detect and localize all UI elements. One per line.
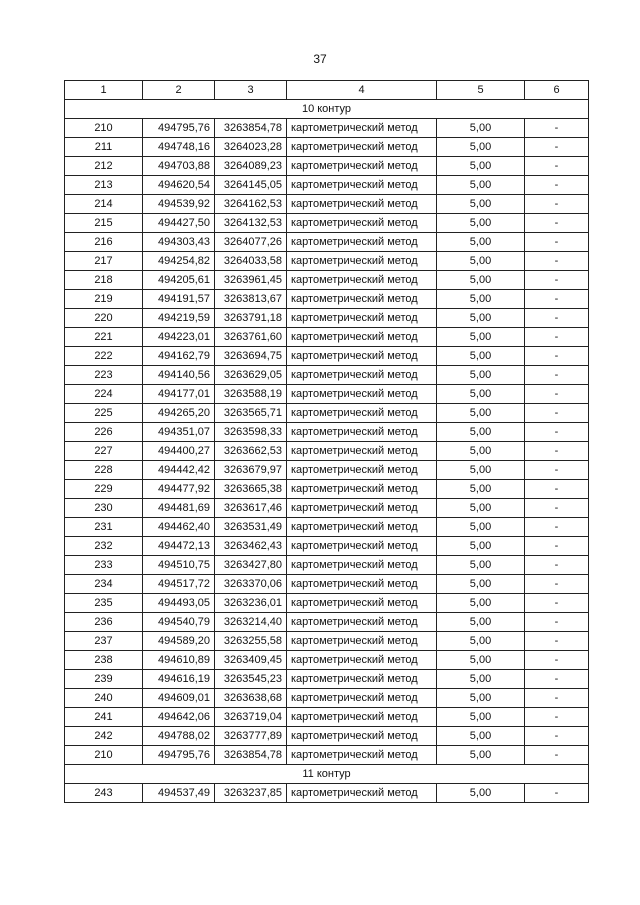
accuracy-cell: 5,00: [437, 157, 525, 176]
table-row: [65, 119, 589, 138]
method-cell: картометрический метод: [287, 176, 437, 195]
section-title: 10 контур: [65, 100, 589, 119]
point-number-cell: 226: [65, 423, 143, 442]
section-header-row: [65, 765, 589, 784]
page-number: 37: [313, 52, 327, 66]
point-number-cell: 224: [65, 385, 143, 404]
point-number-cell: 212: [65, 157, 143, 176]
description-cell: -: [525, 670, 589, 689]
description-cell: -: [525, 290, 589, 309]
point-number-cell: 233: [65, 556, 143, 575]
table-row: [65, 423, 589, 442]
description-cell: -: [525, 347, 589, 366]
y-coordinate-cell: 3264033,58: [215, 252, 287, 271]
x-coordinate-cell: 494265,20: [143, 404, 215, 423]
x-coordinate-cell: 494400,27: [143, 442, 215, 461]
table-row: [65, 784, 589, 803]
point-number-cell: 216: [65, 233, 143, 252]
description-cell: -: [525, 157, 589, 176]
description-cell: -: [525, 138, 589, 157]
y-coordinate-cell: 3263427,80: [215, 556, 287, 575]
point-number-cell: 237: [65, 632, 143, 651]
y-coordinate-cell: 3264162,53: [215, 195, 287, 214]
y-coordinate-cell: 3263237,85: [215, 784, 287, 803]
y-coordinate-cell: 3263813,67: [215, 290, 287, 309]
y-coordinate-cell: 3263694,75: [215, 347, 287, 366]
method-cell: картометрический метод: [287, 480, 437, 499]
x-coordinate-cell: 494223,01: [143, 328, 215, 347]
method-cell: картометрический метод: [287, 689, 437, 708]
table-row: [65, 518, 589, 537]
y-coordinate-cell: 3263588,19: [215, 385, 287, 404]
y-coordinate-cell: 3264132,53: [215, 214, 287, 233]
accuracy-cell: 5,00: [437, 727, 525, 746]
table-row: [65, 480, 589, 499]
point-number-cell: 227: [65, 442, 143, 461]
accuracy-cell: 5,00: [437, 651, 525, 670]
point-number-cell: 215: [65, 214, 143, 233]
x-coordinate-cell: 494477,92: [143, 480, 215, 499]
y-coordinate-cell: 3263761,60: [215, 328, 287, 347]
y-coordinate-cell: 3263854,78: [215, 119, 287, 138]
description-cell: -: [525, 480, 589, 499]
method-cell: картометрический метод: [287, 556, 437, 575]
description-cell: -: [525, 233, 589, 252]
point-number-cell: 218: [65, 271, 143, 290]
method-cell: картометрический метод: [287, 347, 437, 366]
table-row: [65, 252, 589, 271]
description-cell: -: [525, 689, 589, 708]
point-number-cell: 238: [65, 651, 143, 670]
x-coordinate-cell: 494748,16: [143, 138, 215, 157]
method-cell: картометрический метод: [287, 138, 437, 157]
y-coordinate-cell: 3263665,38: [215, 480, 287, 499]
x-coordinate-cell: 494442,42: [143, 461, 215, 480]
point-number-cell: 213: [65, 176, 143, 195]
y-coordinate-cell: 3263679,97: [215, 461, 287, 480]
table-row: [65, 613, 589, 632]
description-cell: -: [525, 195, 589, 214]
accuracy-cell: 5,00: [437, 195, 525, 214]
method-cell: картометрический метод: [287, 328, 437, 347]
x-coordinate-cell: 494609,01: [143, 689, 215, 708]
x-coordinate-cell: 494642,06: [143, 708, 215, 727]
description-cell: -: [525, 461, 589, 480]
y-coordinate-cell: 3264145,05: [215, 176, 287, 195]
y-coordinate-cell: 3264023,28: [215, 138, 287, 157]
x-coordinate-cell: 494620,54: [143, 176, 215, 195]
table-row: [65, 708, 589, 727]
column-header: 6: [525, 81, 589, 100]
x-coordinate-cell: 494616,19: [143, 670, 215, 689]
point-number-cell: 223: [65, 366, 143, 385]
column-header: 5: [437, 81, 525, 100]
point-number-cell: 221: [65, 328, 143, 347]
y-coordinate-cell: 3263565,71: [215, 404, 287, 423]
description-cell: -: [525, 556, 589, 575]
method-cell: картометрический метод: [287, 366, 437, 385]
column-header: 1: [65, 81, 143, 100]
method-cell: картометрический метод: [287, 651, 437, 670]
method-cell: картометрический метод: [287, 442, 437, 461]
table-body: [65, 100, 589, 803]
x-coordinate-cell: 494589,20: [143, 632, 215, 651]
accuracy-cell: 5,00: [437, 746, 525, 765]
method-cell: картометрический метод: [287, 708, 437, 727]
x-coordinate-cell: 494205,61: [143, 271, 215, 290]
point-number-cell: 236: [65, 613, 143, 632]
section-title: 11 контур: [65, 765, 589, 784]
description-cell: -: [525, 518, 589, 537]
accuracy-cell: 5,00: [437, 518, 525, 537]
point-number-cell: 214: [65, 195, 143, 214]
accuracy-cell: 5,00: [437, 271, 525, 290]
description-cell: -: [525, 632, 589, 651]
table-row: [65, 290, 589, 309]
table-row: [65, 556, 589, 575]
x-coordinate-cell: 494493,05: [143, 594, 215, 613]
y-coordinate-cell: 3263598,33: [215, 423, 287, 442]
x-coordinate-cell: 494510,75: [143, 556, 215, 575]
coordinates-table: [64, 80, 589, 803]
description-cell: -: [525, 784, 589, 803]
accuracy-cell: 5,00: [437, 670, 525, 689]
y-coordinate-cell: 3263462,43: [215, 537, 287, 556]
y-coordinate-cell: 3264089,23: [215, 157, 287, 176]
accuracy-cell: 5,00: [437, 708, 525, 727]
description-cell: -: [525, 442, 589, 461]
x-coordinate-cell: 494517,72: [143, 575, 215, 594]
table-row: [65, 157, 589, 176]
x-coordinate-cell: 494219,59: [143, 309, 215, 328]
method-cell: картометрический метод: [287, 518, 437, 537]
x-coordinate-cell: 494462,40: [143, 518, 215, 537]
x-coordinate-cell: 494539,92: [143, 195, 215, 214]
y-coordinate-cell: 3263854,78: [215, 746, 287, 765]
y-coordinate-cell: 3263545,23: [215, 670, 287, 689]
y-coordinate-cell: 3263719,04: [215, 708, 287, 727]
y-coordinate-cell: 3263214,40: [215, 613, 287, 632]
x-coordinate-cell: 494427,50: [143, 214, 215, 233]
table-row: [65, 746, 589, 765]
accuracy-cell: 5,00: [437, 480, 525, 499]
accuracy-cell: 5,00: [437, 347, 525, 366]
x-coordinate-cell: 494162,79: [143, 347, 215, 366]
accuracy-cell: 5,00: [437, 689, 525, 708]
description-cell: -: [525, 575, 589, 594]
x-coordinate-cell: 494795,76: [143, 746, 215, 765]
description-cell: -: [525, 328, 589, 347]
accuracy-cell: 5,00: [437, 499, 525, 518]
method-cell: картометрический метод: [287, 670, 437, 689]
point-number-cell: 231: [65, 518, 143, 537]
description-cell: -: [525, 613, 589, 632]
x-coordinate-cell: 494537,49: [143, 784, 215, 803]
accuracy-cell: 5,00: [437, 442, 525, 461]
accuracy-cell: 5,00: [437, 252, 525, 271]
accuracy-cell: 5,00: [437, 366, 525, 385]
accuracy-cell: 5,00: [437, 594, 525, 613]
y-coordinate-cell: 3263961,45: [215, 271, 287, 290]
method-cell: картометрический метод: [287, 271, 437, 290]
accuracy-cell: 5,00: [437, 233, 525, 252]
description-cell: -: [525, 537, 589, 556]
accuracy-cell: 5,00: [437, 575, 525, 594]
x-coordinate-cell: 494540,79: [143, 613, 215, 632]
method-cell: картометрический метод: [287, 784, 437, 803]
table-row: [65, 271, 589, 290]
description-cell: -: [525, 385, 589, 404]
table-row: [65, 366, 589, 385]
point-number-cell: 232: [65, 537, 143, 556]
table-row: [65, 195, 589, 214]
method-cell: картометрический метод: [287, 461, 437, 480]
accuracy-cell: 5,00: [437, 537, 525, 556]
description-cell: -: [525, 366, 589, 385]
description-cell: -: [525, 119, 589, 138]
table-row: [65, 651, 589, 670]
accuracy-cell: 5,00: [437, 138, 525, 157]
accuracy-cell: 5,00: [437, 784, 525, 803]
y-coordinate-cell: 3263531,49: [215, 518, 287, 537]
method-cell: картометрический метод: [287, 632, 437, 651]
point-number-cell: 220: [65, 309, 143, 328]
x-coordinate-cell: 494351,07: [143, 423, 215, 442]
x-coordinate-cell: 494177,01: [143, 385, 215, 404]
column-header: 2: [143, 81, 215, 100]
accuracy-cell: 5,00: [437, 290, 525, 309]
x-coordinate-cell: 494254,82: [143, 252, 215, 271]
description-cell: -: [525, 423, 589, 442]
method-cell: картометрический метод: [287, 252, 437, 271]
point-number-cell: 228: [65, 461, 143, 480]
accuracy-cell: 5,00: [437, 423, 525, 442]
column-header: 4: [287, 81, 437, 100]
accuracy-cell: 5,00: [437, 632, 525, 651]
description-cell: -: [525, 309, 589, 328]
point-number-cell: 243: [65, 784, 143, 803]
description-cell: -: [525, 651, 589, 670]
point-number-cell: 225: [65, 404, 143, 423]
column-header: 3: [215, 81, 287, 100]
method-cell: картометрический метод: [287, 746, 437, 765]
table-row: [65, 138, 589, 157]
accuracy-cell: 5,00: [437, 214, 525, 233]
table-row: [65, 309, 589, 328]
description-cell: -: [525, 727, 589, 746]
point-number-cell: 219: [65, 290, 143, 309]
y-coordinate-cell: 3263370,06: [215, 575, 287, 594]
accuracy-cell: 5,00: [437, 176, 525, 195]
table-row: [65, 328, 589, 347]
table-row: [65, 727, 589, 746]
table-row: [65, 461, 589, 480]
method-cell: картометрический метод: [287, 385, 437, 404]
accuracy-cell: 5,00: [437, 556, 525, 575]
point-number-cell: 230: [65, 499, 143, 518]
description-cell: -: [525, 271, 589, 290]
y-coordinate-cell: 3263236,01: [215, 594, 287, 613]
description-cell: -: [525, 252, 589, 271]
x-coordinate-cell: 494795,76: [143, 119, 215, 138]
y-coordinate-cell: 3263777,89: [215, 727, 287, 746]
table-row: [65, 499, 589, 518]
x-coordinate-cell: 494788,02: [143, 727, 215, 746]
point-number-cell: 234: [65, 575, 143, 594]
table-row: [65, 594, 589, 613]
table-row: [65, 442, 589, 461]
point-number-cell: 217: [65, 252, 143, 271]
section-header-row: [65, 100, 589, 119]
table-row: [65, 689, 589, 708]
x-coordinate-cell: 494140,56: [143, 366, 215, 385]
accuracy-cell: 5,00: [437, 613, 525, 632]
point-number-cell: 222: [65, 347, 143, 366]
description-cell: -: [525, 746, 589, 765]
point-number-cell: 210: [65, 746, 143, 765]
x-coordinate-cell: 494703,88: [143, 157, 215, 176]
method-cell: картометрический метод: [287, 119, 437, 138]
accuracy-cell: 5,00: [437, 404, 525, 423]
y-coordinate-cell: 3263617,46: [215, 499, 287, 518]
table-row: [65, 214, 589, 233]
y-coordinate-cell: 3263791,18: [215, 309, 287, 328]
table-row: [65, 385, 589, 404]
y-coordinate-cell: 3263629,05: [215, 366, 287, 385]
y-coordinate-cell: 3263638,68: [215, 689, 287, 708]
point-number-cell: 242: [65, 727, 143, 746]
x-coordinate-cell: 494191,57: [143, 290, 215, 309]
point-number-cell: 240: [65, 689, 143, 708]
table-row: [65, 176, 589, 195]
method-cell: картометрический метод: [287, 423, 437, 442]
accuracy-cell: 5,00: [437, 385, 525, 404]
accuracy-cell: 5,00: [437, 119, 525, 138]
accuracy-cell: 5,00: [437, 461, 525, 480]
table-row: [65, 404, 589, 423]
method-cell: картометрический метод: [287, 613, 437, 632]
table-header-row: [65, 81, 589, 100]
y-coordinate-cell: 3263409,45: [215, 651, 287, 670]
x-coordinate-cell: 494472,13: [143, 537, 215, 556]
table-row: [65, 670, 589, 689]
y-coordinate-cell: 3263662,53: [215, 442, 287, 461]
table-row: [65, 632, 589, 651]
description-cell: -: [525, 499, 589, 518]
method-cell: картометрический метод: [287, 214, 437, 233]
table-row: [65, 347, 589, 366]
x-coordinate-cell: 494481,69: [143, 499, 215, 518]
table-row: [65, 537, 589, 556]
method-cell: картометрический метод: [287, 157, 437, 176]
description-cell: -: [525, 176, 589, 195]
y-coordinate-cell: 3264077,26: [215, 233, 287, 252]
description-cell: -: [525, 594, 589, 613]
method-cell: картометрический метод: [287, 195, 437, 214]
method-cell: картометрический метод: [287, 594, 437, 613]
method-cell: картометрический метод: [287, 290, 437, 309]
point-number-cell: 239: [65, 670, 143, 689]
method-cell: картометрический метод: [287, 233, 437, 252]
point-number-cell: 229: [65, 480, 143, 499]
point-number-cell: 210: [65, 119, 143, 138]
method-cell: картометрический метод: [287, 499, 437, 518]
x-coordinate-cell: 494303,43: [143, 233, 215, 252]
accuracy-cell: 5,00: [437, 309, 525, 328]
method-cell: картометрический метод: [287, 537, 437, 556]
y-coordinate-cell: 3263255,58: [215, 632, 287, 651]
description-cell: -: [525, 708, 589, 727]
description-cell: -: [525, 404, 589, 423]
table-row: [65, 575, 589, 594]
method-cell: картометрический метод: [287, 575, 437, 594]
x-coordinate-cell: 494610,89: [143, 651, 215, 670]
description-cell: -: [525, 214, 589, 233]
method-cell: картометрический метод: [287, 404, 437, 423]
method-cell: картометрический метод: [287, 727, 437, 746]
accuracy-cell: 5,00: [437, 328, 525, 347]
method-cell: картометрический метод: [287, 309, 437, 328]
table-row: [65, 233, 589, 252]
point-number-cell: 211: [65, 138, 143, 157]
point-number-cell: 235: [65, 594, 143, 613]
point-number-cell: 241: [65, 708, 143, 727]
